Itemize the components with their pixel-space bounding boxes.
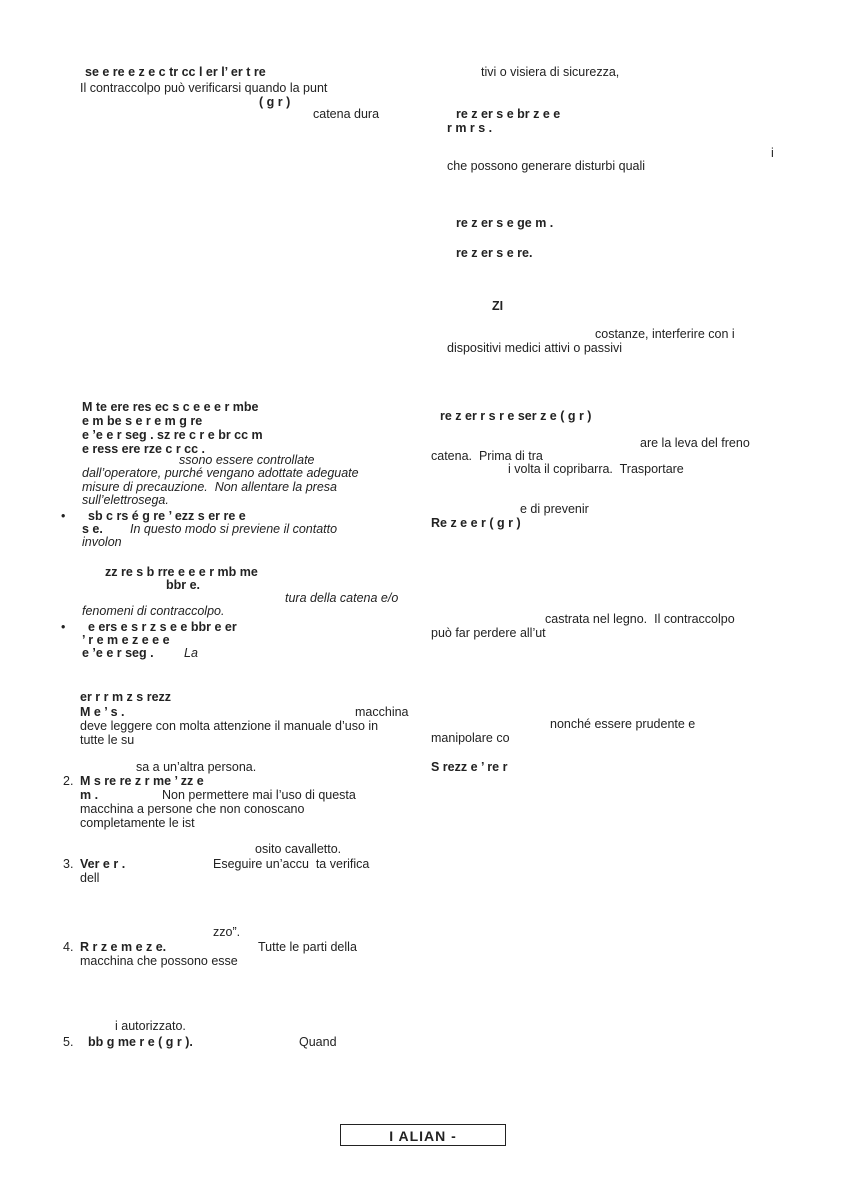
body-line: Eseguire un’accu ta verifica: [213, 857, 370, 871]
bold-line: e ’e e r seg .: [82, 646, 154, 660]
body-line: zzo”.: [213, 925, 241, 939]
body-line: castrata nel legno. Il contraccolpo: [545, 612, 735, 626]
body-line: completamente le ist: [80, 816, 195, 830]
bold-line: e ress ere rze c r cc .: [82, 442, 206, 456]
bold-line: bb g me r e ( g r ).: [88, 1035, 193, 1049]
bold-line: R r z e m e z e.: [80, 940, 167, 954]
bold-line: ’ r e m e z e e e: [82, 633, 170, 647]
body-line: sa a un’altra persona.: [136, 760, 257, 774]
bold-line: bbr e.: [166, 578, 201, 592]
italic-line: misure di precauzione. Non allentare la presa: [82, 480, 337, 494]
bold-line: e ’e e r seg . sz re c r e br cc m: [82, 428, 263, 442]
bold-line: Ver e r .: [80, 857, 126, 871]
section-heading: Re z e e r ( g r ): [431, 516, 521, 530]
body-line: può far perdere all’ut: [431, 626, 546, 640]
body-line: catena dura: [313, 107, 380, 121]
section-heading: er r r m z s rezz: [80, 690, 172, 704]
body-line: tivi o visiera di sicurezza,: [481, 65, 620, 79]
bullet-icon: •: [61, 509, 66, 523]
bold-line: M e ’ s .: [80, 705, 125, 719]
body-line: che possono generare disturbi quali: [447, 159, 646, 173]
section-heading: re z er s e ge m .: [456, 216, 554, 230]
body-line: manipolare co: [431, 731, 510, 745]
body-line: i autorizzato.: [115, 1019, 186, 1033]
italic-line: involon: [82, 535, 122, 549]
body-line: macchina a persone che non conoscano: [80, 802, 305, 816]
italic-line: In questo modo si previene il contatto: [130, 522, 338, 536]
italic-line: dall’operatore, purché vengano adottate adeguate: [82, 466, 359, 480]
body-line: dell: [80, 871, 100, 885]
body-line: macchina che possono esse: [80, 954, 238, 968]
body-line: dispositivi medici attivi o passivi: [447, 341, 623, 355]
section-heading: re z er s e re.: [456, 246, 533, 260]
figure-ref: ( g r ): [259, 95, 291, 109]
italic-line: ssono essere controllate: [179, 453, 315, 467]
item-number: 5.: [63, 1035, 74, 1049]
bold-line: sb c rs é g re ’ ezz s er re e: [88, 509, 246, 523]
bold-line: M s re re z r me ’ zz e: [80, 774, 204, 788]
bold-line: M te ere res ec s c e e e r mbe: [82, 400, 259, 414]
section-heading: r m r s .: [447, 121, 493, 135]
italic-line: La: [184, 646, 198, 660]
item-number: 4.: [63, 940, 74, 954]
body-line: tutte le su: [80, 733, 135, 747]
italic-line: fenomeni di contraccolpo.: [82, 604, 225, 618]
footer-language-box: [340, 1124, 506, 1146]
body-line: are la leva del freno: [640, 436, 750, 450]
body-line: i volta il copribarra. Trasportare: [508, 462, 684, 476]
section-heading: S rezz e ’ re r: [431, 760, 508, 774]
bullet-icon: •: [61, 620, 66, 634]
warning-label: ZI: [492, 299, 504, 313]
body-line: deve leggere con molta attenzione il manuale d’uso in: [80, 719, 379, 733]
item-number: 3.: [63, 857, 74, 871]
body-line: Il contraccolpo può verificarsi quando la punt: [80, 81, 328, 95]
body-line: i: [771, 146, 774, 160]
item-number: 2.: [63, 774, 74, 788]
body-line: costanze, interferire con i: [595, 327, 735, 341]
bold-line: m .: [80, 788, 99, 802]
body-line: catena. Prima di tra: [431, 449, 543, 463]
body-line: e di prevenir: [520, 502, 589, 516]
body-line: osito cavalletto.: [255, 842, 342, 856]
body-line: Non permettere mai l’uso di questa: [162, 788, 356, 802]
body-line: Quand: [299, 1035, 337, 1049]
bold-line: e m be s e r e m g re: [82, 414, 203, 428]
italic-line: tura della catena e/o: [285, 591, 399, 605]
bold-line: zz re s b rre e e e r mb me: [105, 565, 258, 579]
footer-language-label: I ALIAN -: [389, 1128, 457, 1144]
section-heading-kickback: se e re e z e c tr cc l er l’ er t re: [85, 65, 266, 79]
section-heading: re z er r s r e ser z e ( g r ): [440, 409, 592, 423]
section-heading: re z er s e br z e e: [456, 107, 561, 121]
body-line: nonché essere prudente e: [550, 717, 696, 731]
bold-line: e ers e s r z s e e bbr e er: [88, 620, 237, 634]
body-line: Tutte le parti della: [258, 940, 357, 954]
body-line: macchina: [355, 705, 409, 719]
italic-line: sull’elettrosega.: [82, 493, 169, 507]
bold-line: s e.: [82, 522, 103, 536]
